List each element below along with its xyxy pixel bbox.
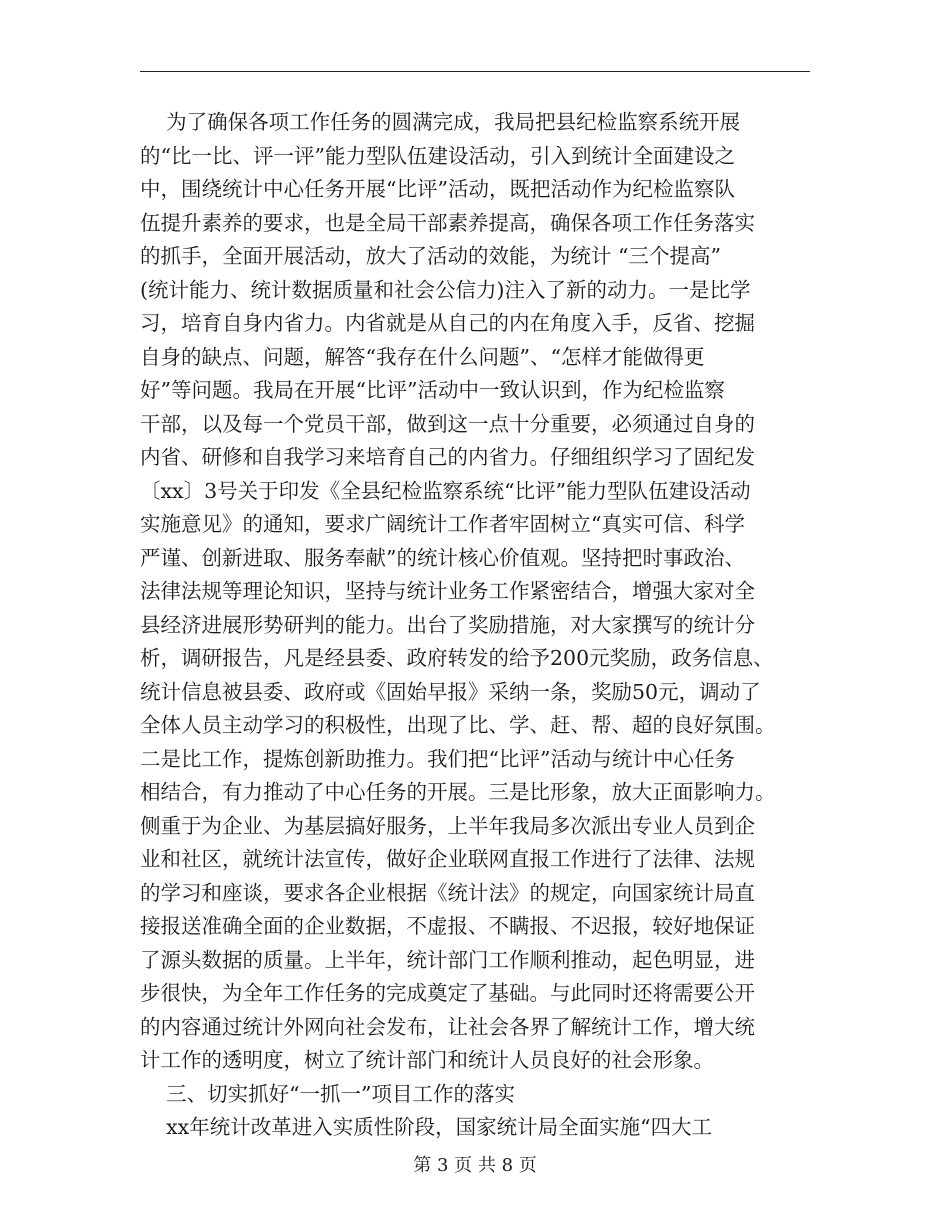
- text-line: 的学习和座谈，要求各企业根据《统计法》的规定，向国家统计局直: [140, 880, 755, 905]
- text-line: 统计信息被县委、政府或《固始早报》采纳一条，奖励50元，调动了: [140, 679, 761, 704]
- text-line: 好”等问题。我局在开展“比评”活动中一致认识到，作为纪检监察: [140, 378, 725, 402]
- text-line: 业和社区，就统计法宣传，做好企业联网直报工作进行了法律、法规: [140, 847, 755, 871]
- text-line: 接报送准确全面的企业数据，不虚报、不瞒报、不迟报，较好地保证: [140, 914, 755, 938]
- text-line: 实施意见》的通知，要求广阔统计工作者牢固树立“真实可信、科学: [140, 512, 745, 536]
- text-line: 自身的缺点、问题，解答“我存在什么问题”、“怎样才能做得更: [140, 344, 705, 369]
- text-line: 的“比一比、评一评”能力型队伍建设活动，引入到统计全面建设之: [140, 143, 735, 168]
- section-heading: 三、切实抓好“一抓一”项目工作的落实: [140, 1081, 516, 1106]
- text-line: 干部，以及每一个党员干部，做到这一点十分重要，必须通过自身的: [140, 411, 755, 436]
- text-line: 计工作的透明度，树立了统计部门和统计人员良好的社会形象。: [140, 1048, 714, 1072]
- text-line: 严谨、创新进取、服务奉献”的统计核心价值观。坚持把时事政治、: [140, 545, 745, 570]
- text-line: 了源头数据的质量。上半年，统计部门工作顺利推动，起色明显，进: [140, 947, 755, 972]
- text-line: xx年统计改革进入实质性阶段，国家统计局全面实施“四大工: [140, 1115, 713, 1139]
- page-number-label: 第 3 页 共 8 页: [413, 1155, 537, 1176]
- text-line: 的内容通过统计外网向社会发布，让社会各界了解统计工作，增大统: [140, 1014, 755, 1039]
- text-line: 析，调研报告，凡是经县委、政府转发的给予200元奖励，政务信息、: [140, 646, 774, 670]
- text-line: 县经济进展形势研判的能力。出台了奖励措施，对大家撰写的统计分: [140, 612, 755, 637]
- text-line: 二是比工作，提炼创新助推力。我们把“比评”活动与统计中心任务: [140, 746, 735, 771]
- text-line: 内省、研修和自我学习来培育自己的内省力。仔细组织学习了固纪发: [140, 445, 755, 469]
- page-footer: [0, 1154, 950, 1178]
- text-line: (统计能力、统计数据质量和社会公信力)注入了新的动力。一是比学: [140, 277, 751, 302]
- text-line: 法律法规等理论知识，坚持与统计业务工作紧密结合，增强大家对全: [140, 579, 755, 603]
- text-line: 步很快，为全年工作任务的完成奠定了基础。与此同时还将需要公开: [140, 981, 755, 1005]
- body-text: [140, 106, 810, 1145]
- text-line: 侧重于为企业、为基层搞好服务，上半年我局多次派出专业人员到企: [140, 813, 755, 838]
- text-line: 的抓手，全面开展活动，放大了活动的效能，为统计 “三个提高”: [140, 244, 721, 268]
- text-line: 为了确保各项工作任务的圆满完成，我局把县纪检监察系统开展: [140, 110, 741, 134]
- text-line: 〔xx〕3号关于印发《全县纪检监察系统“比评”能力型队伍建设活动: [140, 478, 751, 503]
- text-line: 相结合，有力推动了中心任务的开展。三是比形象，放大正面影响力。: [140, 780, 776, 804]
- header-rule: [140, 71, 810, 72]
- text-line: 伍提升素养的要求，也是全局干部素养提高，确保各项工作任务落实: [140, 210, 755, 235]
- text-line: 中，围绕统计中心任务开展“比评”活动，既把活动作为纪检监察队: [140, 177, 735, 201]
- text-line: 习，培育自身内省力。内省就是从自己的内在角度入手，反省、挖掘: [140, 311, 755, 335]
- text-line: 全体人员主动学习的积极性，出现了比、学、赶、帮、超的良好氛围。: [140, 713, 776, 737]
